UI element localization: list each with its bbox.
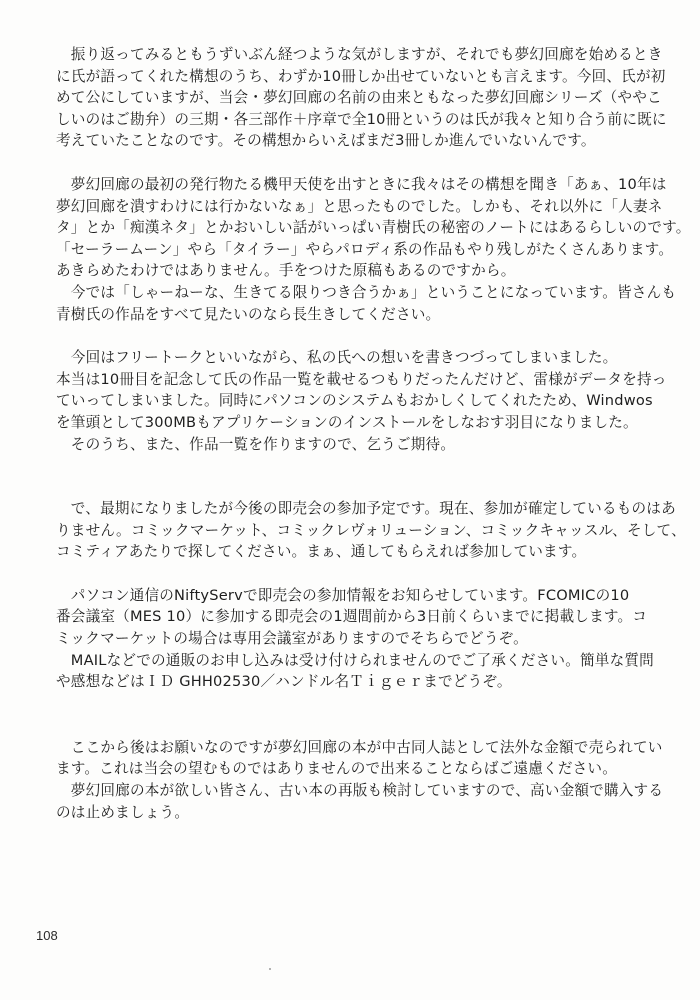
text-line: で、最期になりましたが今後の即売会の参加予定です。現在、参加が確定しているものはあ (56, 500, 676, 518)
text-line: コミティアあたりで探してください。まぁ、通してもらえれば参加しています。 (56, 543, 587, 561)
text-line: しいのはご勘弁）の三期・各三部作＋序章で全10冊というのは氏が我々と知り合う前に既に (56, 110, 667, 128)
text-line: 考えていたことなのです。その構想からいえばまだ3冊しか進んでいないんです。 (56, 132, 596, 150)
paragraph-future-plans (56, 174, 691, 325)
text-line: ていってしまいました。同時にパソコンのシステムもおかしくしてくれたため、Windwos (56, 392, 653, 410)
paragraph-contact-info (56, 585, 656, 693)
text-line: のは止めましょう。 (56, 803, 190, 821)
paragraph-spacer (56, 325, 656, 347)
paragraph-spacer (56, 693, 656, 737)
paragraph-spacer (56, 152, 656, 174)
text-line: 青樹氏の作品をすべて見たいのなら長生きしてください。 (56, 305, 441, 323)
text-line: 「セーラームーン」やら「タイラー」やらパロディ系の作品もやり残しがたくさんあります。 (56, 240, 674, 258)
paragraph-spacer (56, 455, 656, 498)
text-line: あきらめたわけではありません。手をつけた原稿もあるのですから。 (56, 262, 516, 280)
text-line: を筆頭として300MBもアプリケーションのインストールをしなおす羽目になりました。 (56, 413, 638, 431)
text-line: 本当は10冊目を記念して氏の作品一覧を載せるつもりだったんだけど、雷様がデータを持っ (56, 370, 667, 388)
text-line: ます。これは当会の望むものではありませんので出来ることならばご遠慮ください。 (56, 760, 617, 778)
text-line: タ」とか「痴漢ネタ」とかおいしい話がいっぱい青樹氏の秘密のノートにはあるらしいのです。 (56, 219, 691, 237)
text-line: 夢幻回廊の最初の発行物たる機甲天使を出すときに我々はその構想を聞き「あぁ、10年は (56, 175, 667, 193)
text-line: 夢幻回廊の本が欲しい皆さん、古い本の再版も検討していますので、高い金額で購入する (56, 782, 664, 800)
text-line: 振り返ってみるともうずいぶん経つような気がしますが、それでも夢幻回廊を始めるとき (56, 46, 663, 63)
text-line: そのうち、また、作品一覧を作りますので、乞うご期待。 (56, 435, 456, 453)
text-line: 今回はフリートークといいながら、私の氏への想いを書きつづってしまいました。 (56, 349, 618, 367)
paragraph-resale-request (56, 737, 664, 823)
text-line: や感想などはＩＤ GHH02530／ハンドル名Ｔｉｇｅｒまでどうぞ。 (56, 673, 512, 691)
body-text (56, 44, 691, 823)
text-line: 番会議室（MES 10）に参加する即売会の1週間前から3日前くらいまでに掲載します。コ (56, 608, 648, 626)
text-line: パソコン通信のNiftyServで即売会の参加情報をお知らせしています。FCOMICの10 (56, 586, 630, 604)
text-line: りません。コミックマーケット、コミックレヴォリューション、コミックキャッスル、そして、 (56, 521, 686, 539)
paragraph-reflection (56, 44, 667, 152)
paragraph-free-talk (56, 347, 667, 455)
paragraph-event-schedule (56, 498, 686, 563)
scan-speck (269, 968, 271, 970)
text-line: 今では「しゃーねーな、生きてる限りつき合うかぁ」ということになっています。皆さんも (56, 283, 677, 301)
text-line: ミックマーケットの場合は専用会議室がありますのでそちらでどうぞ。 (56, 630, 528, 648)
text-line: MAILなどでの通販のお申し込みは受け付けられませんのでご了承ください。簡単な質問 (56, 651, 654, 669)
text-line: ここから後はお願いなのですが夢幻回廊の本が中古同人誌として法外な金額で売られてい (56, 738, 663, 756)
text-line: 夢幻回廊を潰すわけには行かないなぁ」と思ったものでした。しかも、それ以外に「人妻ネ (56, 197, 663, 215)
paragraph-spacer (56, 563, 656, 585)
text-line: に氏が語ってくれた構想のうち、わずか10冊しか出せていないとも言えます。今回、氏が初 (56, 67, 666, 85)
text-line: めて公にしていますが、当会・夢幻回廊の名前の由来ともなった夢幻回廊シリーズ（ややこ (56, 89, 662, 107)
page-number: 108 (36, 928, 58, 943)
